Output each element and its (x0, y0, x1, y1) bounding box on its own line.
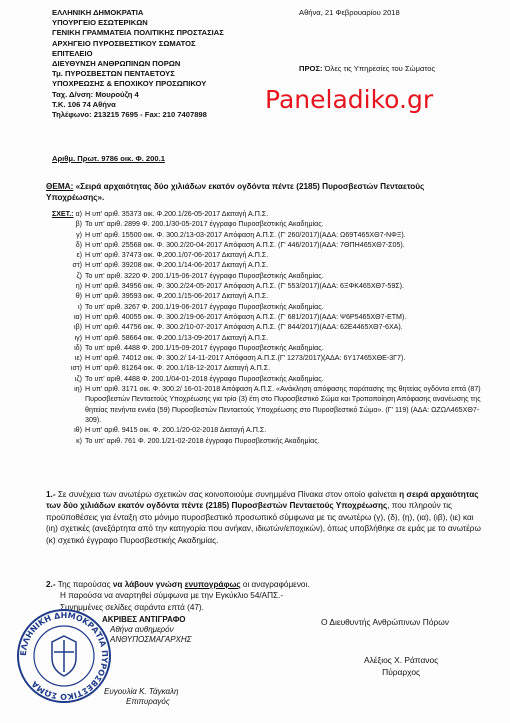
reference-key: δ) (75, 240, 82, 249)
paragraph-number: 2.- (46, 580, 56, 589)
reference-text: Η υπ' αριθ. 15500 οικ. Φ. 300.2/13-03-2017 Απόφαση Α.Π.Σ. (Γ' 260/2017)(ΑΔΑ: Ω69Τ465ΧΘ7-ΝΦΞ). (85, 230, 406, 239)
subject-label: ΘΕΜΑ: (46, 182, 74, 191)
reference-key: ιε) (74, 354, 82, 363)
list-item (46, 322, 486, 332)
reference-key: β) (75, 220, 82, 229)
reference-key: κ) (76, 436, 82, 445)
reference-key: η) (75, 282, 82, 291)
letterhead-line: ΕΠΙΤΕΛΕΙΟ (52, 48, 93, 58)
list-item (46, 260, 486, 270)
list-item (46, 343, 486, 353)
reference-key: γ) (76, 230, 82, 239)
reference-text: Η υπ' αριθ. 74012 οικ. Φ. 300.2/ 14-11-2017 Απόφαση Α.Π.Σ.(Γ' 1273/2017)(ΑΔΑ: 6Υ17465ΧΘΕ-3Γ7). (85, 354, 406, 363)
publication-note: Η παρούσα να αναρτηθεί σύμφωνα με την Εγκύκλιο 54/ΑΠΣ.- (60, 591, 284, 601)
references-label: ΣΧΕΤ.: (51, 210, 74, 218)
reference-key: θ) (75, 292, 82, 301)
paragraph-highlight: ενυπογράφως (184, 580, 241, 589)
reference-text: Η υπ' αριθ. 35373 οικ. Φ.200.1/26-05-2017 Διαταγή Α.Π.Σ. (85, 210, 269, 218)
paragraph-highlight: να λάβουν γνώση (112, 580, 183, 589)
subject (46, 181, 478, 203)
list-item (46, 384, 486, 425)
signature-name: Αλέξιος Χ. Ράπανος (364, 655, 439, 665)
list-item (46, 240, 486, 250)
paragraph-text: Της παρούσας (55, 580, 113, 589)
paragraph-text: , που πληρούν τις προϋποθέσεις για ένταξη στο μόνιμο πυροσβεστικό προσωπικό σύμφωνα με τις ανωτέρω (γ), (δ), (η), (ια), (ιβ), (ιε) και (ιη) σχετικές (ανεξάρτητα από την κατηγορία που ανήκαν, ιδιωτών/εποχικών), όπως υποβλήθηκε σε εμάς με το ανωτέρω (κ) σχετικό έγγραφο Πυροσβεστικής Ακαδημίας. (46, 501, 481, 545)
list-item (46, 312, 486, 322)
list-item (46, 363, 486, 373)
reference-key: στ) (72, 261, 82, 270)
reference-text: Η υπ' αριθ. 81264 οικ. Φ. 200.1/18-12-2017 Διαταγή Α.Π.Σ. (85, 364, 271, 373)
letterhead-line: ΑΡΧΗΓΕΙΟ ΠΥΡΟΣΒΕΣΤΙΚΟΥ ΣΩΜΑΤΟΣ (52, 38, 196, 48)
letterhead-line: ΥΠΟΧΡΕΩΣΗΣ & ΕΠΟΧΙΚΟΥ ΠΡΟΣΩΠΙΚΟΥ (52, 79, 207, 89)
reference-text: Η υπ' αριθ. 39593 οικ. Φ.200.1/15-06-2017 Διαταγή Α.Π.Σ. (85, 292, 269, 301)
letterhead-line: ΥΠΟΥΡΓΕΙΟ ΕΣΩΤΕΡΙΚΩΝ (52, 18, 148, 28)
paragraph-text: Σε συνέχεια των ανωτέρω σχετικών σας κοινοποιούμε συνημμένα Πίνακα στον οποίο φαίνεται (55, 490, 400, 499)
reference-key: ιστ) (70, 364, 82, 373)
reference-text: Η υπ' αριθ. 9415 οικ. Φ. 200.1/20-02-2018 Διαταγή Α.Π.Σ. (85, 426, 267, 435)
reference-key: ιζ) (74, 374, 82, 383)
list-item (46, 291, 486, 301)
reference-text: Η υπ' αριθ. 37473 οικ. Φ.200.1/07-06-2017 Διαταγή Α.Π.Σ. (85, 251, 269, 260)
letterhead (52, 8, 224, 120)
reference-key: ιβ) (73, 323, 82, 332)
list-item (46, 219, 486, 229)
reference-key: ε) (76, 251, 82, 260)
list-item (46, 209, 486, 219)
reference-text: Το υπ' αριθ. 3267 Φ. 200.1/19-06-2017 έγγραφο Πυροσβεστικής Ακαδημίας. (85, 302, 324, 311)
protocol-number: Αριθμ. Πρωτ. 9786 οικ. Φ. 200.1 (52, 154, 165, 163)
reference-key: ιθ) (74, 426, 82, 435)
copy-signer (104, 687, 178, 707)
certified-copy-heading: ΑΚΡΙΒΕΣ ΑΝΤΙΓΡΑΦΟ (102, 615, 186, 624)
postcode: Τ.Κ. 106 74 Αθήνα (52, 99, 116, 109)
reference-text: Το υπ' αριθ. 4488 Φ. 200.1/15-09-2017 έγγραφο Πυροσβεστικής Ακαδημίας. (85, 343, 324, 352)
reference-key: ιγ) (74, 333, 82, 342)
letterhead-line: ΔΙΕΥΘΥΝΣΗ ΑΝΘΡΩΠΙΝΩΝ ΠΟΡΩΝ (52, 59, 181, 69)
list-item (46, 271, 486, 281)
list-item (46, 374, 486, 384)
reference-text: Το υπ' αριθ. 3220 Φ. 200.1/15-06-2017 έγγραφο Πυροσβεστικής Ακαδημίας. (85, 271, 324, 280)
list-item (46, 333, 486, 343)
reference-key: ιη) (74, 385, 82, 394)
letterhead-line: ΕΛΛΗΝΙΚΗ ΔΗΜΟΚΡΑΤΙΑ (52, 8, 144, 17)
reference-key: α) (75, 210, 82, 218)
copy-signer-name: Ευγουλία Κ. Τάγκαλη (104, 687, 179, 696)
reference-key: ζ) (76, 271, 82, 280)
list-item (46, 302, 486, 312)
reference-text: Η υπ' αριθ. 39208 οικ. Φ.200.1/14-06-2017 Διαταγή Α.Π.Σ. (85, 261, 269, 270)
reference-text: Το υπ' αριθ. 2899 Φ. 200.1/30-05-2017 έγγραφο Πυροσβεστικής Ακαδημίας. (85, 220, 324, 229)
reference-text: Η υπ' αριθ. 3171 οικ. Φ. 300.2/ 16-01-2018 Απόφαση Α.Π.Σ. «Ανάκληση απόφασης παράτασης της θητείας ογδόντα επτά (87) Πυροσβεστών Πενταετούς Υποχρέωσης για τρία (3) έτη στο Πυροσβεστικό Σώμα και Τροποποίηση Απόφασης ανανέωσης της θητείας πενήντα εννέα (59) Πυροσβεστών Πενταετούς Υποχρέωσης στο Πυροσβεστικό Σώμα». (Γ' 119) (ΑΔΑ: ΩΖΩΛ465ΧΘ7-309). (85, 385, 481, 424)
recipient-label: ΠΡΟΣ: (299, 64, 323, 73)
reference-text: Το υπ' αριθ. 761 Φ. 200.1/21-02-2018 έγγραφο Πυροσβεστικής Ακαδημίας. (85, 436, 320, 445)
references-list (46, 209, 486, 446)
reference-text: Η υπ' αριθ. 44756 οικ. Φ. 300.2/10-07-2017 Απόφαση Α.Π.Σ. (Γ' 844/2017)(ΑΔΑ: 62Ε4465ΧΘ7-6ΧΑ). (85, 323, 403, 332)
list-item (46, 230, 486, 240)
paragraph-number: 1.- (46, 490, 56, 499)
reference-key: ι) (78, 302, 82, 311)
recipient-text: Όλες τις Υπηρεσίες του Σώματος (322, 64, 436, 73)
copy-signer-role: Επιπυραγός (126, 697, 170, 706)
certified-copy-line: ΑΝΘΥΠΟΣΜΑΓΑΡΧΗΣ (110, 635, 192, 644)
seal-text: ΕΛΛΗΝΙΚΗ ΔΗΜΟΚΡΑΤΙΑ ΠΥΡΟΣΒΕΣΤΙΚΟ ΣΩΜΑ (18, 610, 110, 702)
list-item (46, 353, 486, 363)
letterhead-line: ΓΕΝΙΚΗ ΓΡΑΜΜΑΤΕΙΑ ΠΟΛΙΤΙΚΗΣ ΠΡΟΣΤΑΣΙΑΣ (52, 28, 224, 38)
subject-text: «Σειρά αρχαιότητας δύο χιλιάδων εκατόν ογδόντα πέντε (2185) Πυροσβεστών Πενταετούς Υποχρέωσης». (46, 182, 425, 202)
recipient (299, 64, 435, 73)
official-seal-icon (14, 606, 114, 706)
certified-copy-line: Αθήνα αυθημερόν (110, 625, 174, 634)
attachments-note: Συνημμένες σελίδες σαράντα επτά (47). (60, 602, 204, 612)
list-item (46, 250, 486, 260)
paragraph-1 (46, 489, 486, 546)
reference-text: Η υπ' αριθ. 40055 οικ. Φ. 300.2/19-06-2017 Απόφαση Α.Π.Σ. (Γ' 681/2017)(ΑΔΑ: Ψ6Ρ5465ΧΘ7-ΕΤΜ). (85, 312, 407, 321)
list-item (46, 425, 486, 435)
phone-fax: Τηλέφωνο: 213215 7695 - Fax: 210 7407898 (52, 110, 207, 120)
reference-text: Το υπ' αριθ. 4488 Φ. 200.1/04-01-2018 έγγραφο Πυροσβεστικής Ακαδημίας. (85, 374, 324, 383)
address: Ταχ. Δ/νση: Μουρούζη 4 (52, 89, 139, 99)
reference-key: ιδ) (74, 343, 82, 352)
paragraph-highlight: η σειρά αρχαιότητας των δύο χιλιάδων εκατόν ογδόντα πέντε (2185) Πυροσβεστών Πενταετούς Υποχρέωσης (46, 490, 479, 511)
certified-copy-stamp (102, 615, 191, 645)
reference-text: Η υπ' αριθ. 58664 οικ. Φ.200.1/13-09-2017 Διαταγή Α.Π.Σ. (85, 333, 269, 342)
reference-key: ια) (73, 312, 82, 321)
reference-text: Η υπ' αριθ. 34956 οικ. Φ. 300.2/24-05-2017 Απόφαση Α.Π.Σ. (Γ' 553/2017)(ΑΔΑ: 6ΞΦΚ465ΧΘ7-59Σ). (85, 282, 404, 291)
letterhead-line: Τμ. ΠΥΡΟΣΒΕΣΤΩΝ ΠΕΝΤΑΕΤΟΥΣ (52, 69, 175, 79)
signature-role: Ο Διευθυντής Ανθρώπινων Πόρων (321, 617, 449, 627)
reference-text: Η υπ' αριθ. 25568 οικ. Φ. 300.2/20-04-2017 Απόφαση Α.Π.Σ. (Γ' 446/2017)(ΑΔΑ: 7ΘΠΗ465ΧΘ7-Σ05). (85, 240, 405, 249)
signature-block (364, 654, 438, 678)
list-item (46, 281, 486, 291)
watermark-text: Paneladiko.gr (265, 85, 434, 114)
document-date: Αθήνα, 21 Φεβρουαρίου 2018 (299, 8, 400, 17)
signature-rank: Πύραρχος (382, 667, 421, 677)
list-item (46, 436, 486, 446)
paragraph-text: οι αναγραφόμενοι. (240, 580, 310, 589)
